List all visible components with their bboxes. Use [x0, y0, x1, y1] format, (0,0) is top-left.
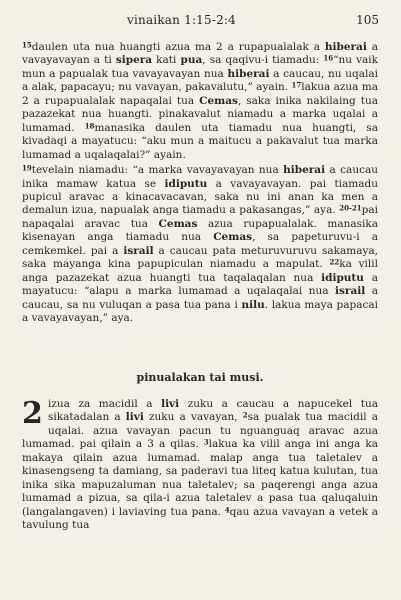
- verse-number: 17: [291, 80, 302, 90]
- verse-text: kati: [152, 54, 181, 67]
- verse-text: . lakua maya papacai a vavayavayan,” aya.: [22, 298, 378, 325]
- verse-text: a mayatucu: “alapu a marka lumamad a uqalaqalai nua: [22, 271, 378, 298]
- emphasis-term: Cemas: [199, 94, 238, 107]
- verse-text: pai napaqalai aravac tua: [22, 204, 378, 230]
- verse-text: a vavayavayan. pai tiamadu pupicul aravac a kinacavacavan, saka nu ini anan ka men a demalun izua, napualak anga tiamadu a pakasangas,” aya.: [22, 177, 378, 217]
- chapter-2-text: [22, 398, 378, 533]
- verse-text: izua za macidil a: [48, 398, 162, 410]
- verse-text: a vavayavayan a ti: [22, 41, 378, 67]
- verse-number: 18: [84, 121, 95, 131]
- emphasis-term: hiberai: [227, 67, 270, 80]
- verse-number: 15: [22, 40, 32, 50]
- verse-number: 19: [22, 163, 32, 173]
- verse-text: qau azua vavayan a vetek a tavulung tua: [22, 505, 378, 532]
- verse-text: azua rupapualalak. manasika kisenayan anga tiamadu nua: [22, 217, 378, 244]
- verse-number: 22: [329, 257, 340, 267]
- verse-number: 20-21: [339, 203, 362, 213]
- verse-text: , sa papeturuvu-i a cemkemkel. pai a: [22, 231, 378, 257]
- emphasis-term: livi: [125, 411, 144, 424]
- emphasis-term: nilu: [241, 298, 265, 311]
- verse-text: , sa qaqivu-i tiamadu:: [202, 54, 324, 67]
- verse-text: , saka inika nakilaing tua pazazekat nua huangti. pinakavalut niamadu a marka uqalai a lumamad.: [22, 94, 378, 134]
- verse-number: 16: [323, 53, 334, 63]
- page-number: 105: [356, 13, 379, 27]
- emphasis-term: israil: [335, 285, 366, 298]
- verse-text: a caucau inika mamaw katua se: [22, 164, 378, 190]
- emphasis-term: hiberai: [283, 164, 326, 177]
- emphasis-term: idiputu: [321, 271, 364, 284]
- body-text: [22, 41, 378, 326]
- emphasis-term: pua: [180, 54, 203, 67]
- paragraph-verses-15-18: [22, 41, 378, 162]
- verse-text: tevelain niamadu: “a marka vavayavayan nua: [31, 164, 284, 177]
- verse-text: “nu vaik mun a papualak tua vavayavayan nua: [22, 54, 378, 80]
- verse-number: 2: [242, 410, 248, 420]
- emphasis-term: livi: [161, 398, 180, 410]
- chapter-number: 2: [22, 396, 43, 431]
- verse-text: zuku a vavayan,: [143, 411, 243, 424]
- running-title: vinaikan 1:15-2:4: [127, 13, 237, 27]
- verse-text: a caucau, sa nu vuluqan a pasa tua pana i: [22, 285, 378, 311]
- verse-text: a caucau pata meturuvuruvu sakamaya, saka mayanga kina papupiculan niamadu a mapulat.: [22, 244, 379, 271]
- verse-text: lakua azua ma 2 a rupapualalak napaqalai tua: [22, 81, 378, 107]
- emphasis-term: sipera: [115, 54, 153, 67]
- section-heading: pinualakan tai musi.: [136, 371, 264, 384]
- emphasis-term: idiputu: [164, 177, 208, 190]
- verse-text: daulen uta nua huangti azua ma 2 a rupapualalak a: [31, 41, 325, 53]
- emphasis-term: Cemas: [158, 217, 198, 230]
- page-header: [22, 13, 379, 29]
- verse-text: a caucau, nu uqalai a alak, papacayu; nu vavayan, pakavalutu,” ayain.: [22, 67, 378, 94]
- verse-text: lakua ka vilil anga ini anga ka makaya qilain azua lumamad. malap anga tua taletalev a kinasengseng ta damiang, sa paderavi tua liteq katua kulutan, tua inika sika mapuzaluman nua taletalev; sa paqerengi anga azua lumamad a pizua, sa qila-i azua taletalev a pasa tua qaluqaluin (langalangaven) i laviaving tua pana.: [22, 438, 378, 518]
- emphasis-term: hiberai: [324, 41, 367, 53]
- verse-text: sa pualak tua macidil a uqalai. azua vavayan pacun tu nguanguaq aravac azua lumamad. pai qilain a 3 a qilas.: [22, 411, 378, 451]
- verse-text: zuku a caucau a napucekel tua sikatadalan a: [48, 398, 378, 424]
- verse-text: manasika daulen uta tiamadu nua huangti, sa kivadaqi a mayatucu: “aku mun a maitucu a pakavalut tua marka lumamad a uqalaqalai?” ayain.: [22, 121, 378, 161]
- verse-text: ka vilil anga pazazekat azua huangti tua taqalaqalan nua: [22, 258, 378, 284]
- emphasis-term: Cemas: [213, 231, 253, 244]
- paragraph-verses-19-22: [22, 164, 378, 325]
- emphasis-term: israil: [123, 244, 154, 257]
- verse-number: 4: [224, 505, 230, 515]
- verse-number: 3: [203, 437, 209, 447]
